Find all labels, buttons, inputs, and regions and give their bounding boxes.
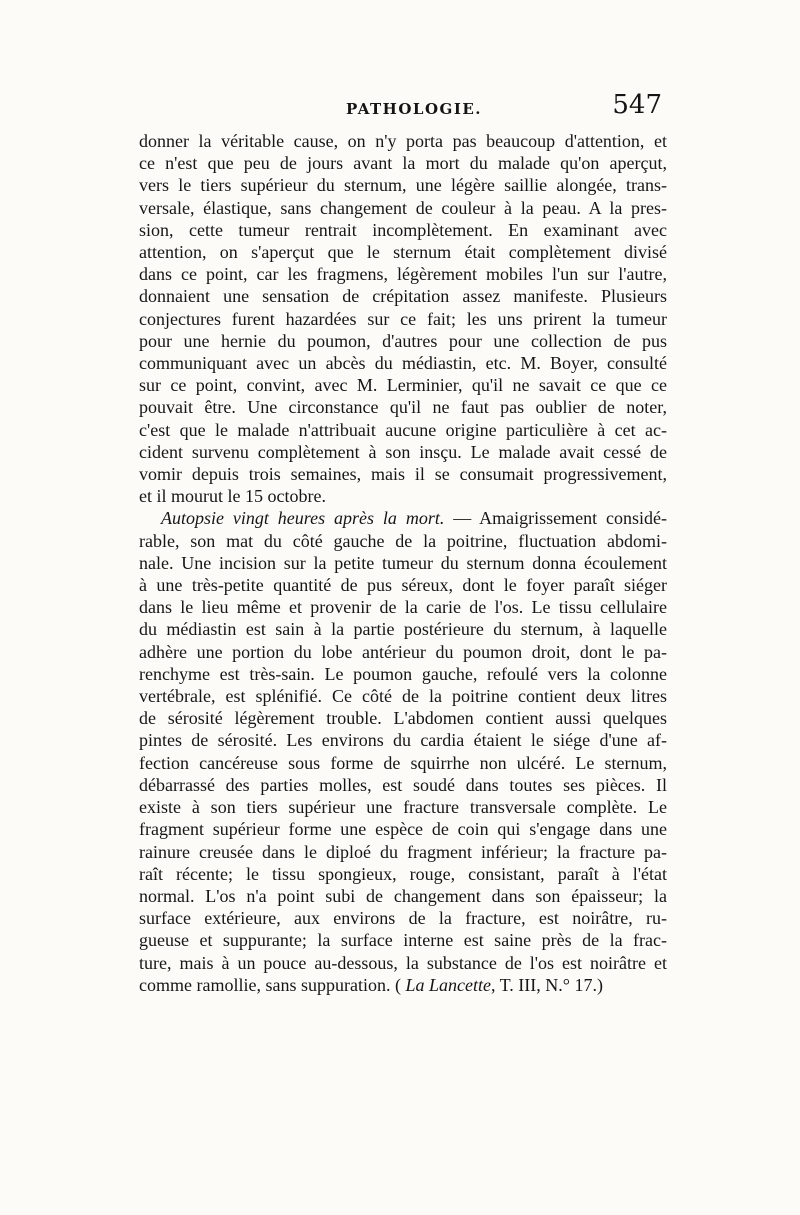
- running-head: [140, 92, 662, 122]
- paragraph-autopsy: [139, 507, 667, 995]
- text-line: surface extérieure, aux environs de la fracture, est noirâtre, ru-: [139, 908, 667, 929]
- text-line: à une très-petite quantité de pus séreux, dont le foyer paraît siéger: [139, 575, 667, 596]
- text-line: pour une hernie du poumon, d'autres pour une collection de pus: [139, 330, 667, 351]
- text-line: rainure creusée dans le diploé du fragment inférieur; la fracture pa-: [139, 841, 667, 862]
- text-line: sur ce point, convint, avec M. Lerminier, qu'il ne savait ce que ce: [139, 375, 667, 396]
- citation-journal: La Lancette: [405, 974, 491, 995]
- text-fragment: comme ramollie, sans suppuration.: [139, 974, 391, 995]
- text-line: vers le tiers supérieur du sternum, une légère saillie alongée, trans-: [139, 175, 667, 196]
- text-line: communiquant avec un abcès du médiastin, etc. M. Boyer, consulté: [139, 353, 667, 374]
- text-line: c'est que le malade n'attribuait aucune origine particulière à cet ac-: [139, 419, 667, 440]
- text-line: existe à son tiers supérieur une fracture transversale complète. Le: [139, 797, 667, 818]
- text-line: ce n'est que peu de jours avant la mort du malade qu'on aperçut,: [139, 153, 667, 174]
- text-line: dans le lieu même et provenir de la carie de l'os. Le tissu cellulaire: [139, 597, 667, 618]
- body-text: [139, 130, 667, 996]
- text-line: nale. Une incision sur la petite tumeur du sternum donna écoulement: [139, 552, 667, 573]
- text-line: normal. L'os n'a point subi de changement dans son épaisseur; la: [139, 885, 667, 906]
- text-line: pintes de sérosité. Les environs du cardia étaient le siége d'une af-: [139, 730, 667, 751]
- text-line: gueuse et suppurante; la surface interne est saine près de la frac-: [139, 930, 667, 951]
- text-line: donnaient une sensation de crépitation assez manifeste. Plusieurs: [139, 286, 667, 307]
- text-line: vertébrale, est splénifié. Ce côté de la poitrine contient deux litres: [139, 686, 667, 707]
- text-line: raît récente; le tissu spongieux, rouge, consistant, paraît à l'état: [139, 863, 667, 884]
- page-number: 547: [612, 90, 662, 120]
- text-line: donner la véritable cause, on n'y porta pas beaucoup d'attention, et: [139, 131, 667, 151]
- autopsy-heading: Autopsie vingt heures après la mort.: [161, 508, 445, 529]
- text-line: vomir depuis trois semaines, mais il se consumait progressivement,: [139, 464, 667, 485]
- text-line: de sérosité légèrement trouble. L'abdomen contient aussi quelques: [139, 708, 667, 729]
- text-line: pouvait être. Une circonstance qu'il ne faut pas oublier de noter,: [139, 397, 667, 418]
- text-line: versale, élastique, sans changement de couleur à la peau. A la pres-: [139, 197, 667, 218]
- text-line: fection cancéreuse sous forme de squirrhe non ulcéré. Le sternum,: [139, 752, 667, 773]
- text-line: sion, cette tumeur rentrait incomplètement. En examinant avec: [139, 219, 667, 240]
- text-line-last: [139, 974, 667, 996]
- text-line: adhère une portion du lobe antérieur du poumon droit, dont le pa-: [139, 641, 667, 662]
- text-line: débarrassé des parties molles, est soudé dans toutes ses pièces. Il: [139, 774, 667, 795]
- citation-open: (: [390, 974, 406, 995]
- text-line: du médiastin est sain à la partie postérieure du sternum, à laquelle: [139, 619, 667, 640]
- text-line: attention, on s'aperçut que le sternum était complètement divisé: [139, 242, 667, 263]
- citation-reference: , T. III, N.° 17.): [490, 974, 603, 995]
- text-line: fragment supérieur forme une espèce de coin qui s'engage dans une: [139, 819, 667, 840]
- text-line: et il mourut le 15 octobre.: [139, 486, 326, 507]
- paragraph-case-history: [139, 130, 667, 507]
- text-line: conjectures furent hazardées sur ce fait; les uns prirent la tumeur: [139, 308, 667, 329]
- text-line: renchyme est très-sain. Le poumon gauche, refoulé vers la colonne: [139, 663, 667, 684]
- text-line: rable, son mat du côté gauche de la poitrine, fluctuation abdomi-: [139, 530, 667, 551]
- text-line: cident survenu complètement à son insçu. Le malade avait cessé de: [139, 441, 667, 462]
- text-line-first: [139, 507, 667, 529]
- text-line: ture, mais à un pouce au-dessous, la substance de l'os est noirâtre et: [139, 952, 667, 973]
- text-fragment: — Amaigrissement considé-: [444, 508, 667, 529]
- text-line: dans ce point, car les fragmens, légèrement mobiles l'un sur l'autre,: [139, 264, 667, 285]
- running-head-title: PATHOLOGIE.: [346, 100, 483, 118]
